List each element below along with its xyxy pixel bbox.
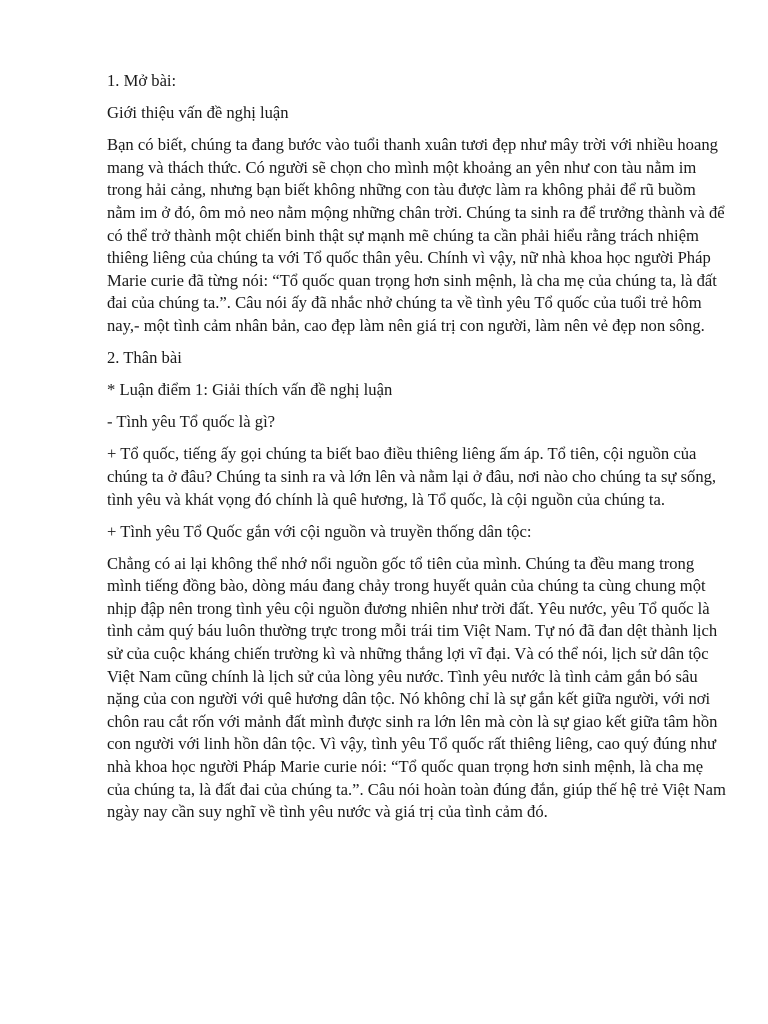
paragraph-fatherland-definition: + Tổ quốc, tiếng ấy gọi chúng ta biết bao điều thiêng liêng ấm áp. Tổ tiên, cội nguồn của chúng ta ở đâu? Chúng ta sinh ra và lớn lên và nằm lại ở đâu, nơi nào cho chúng ta sự sống, tình yêu và khát vọng đó chính là quê hương, là Tổ quốc, là cội nguồn của chúng ta. xyxy=(107,444,717,509)
subpoint-heading-roots: + Tình yêu Tổ Quốc gắn với cội nguồn và truyền thống dân tộc: xyxy=(107,521,532,541)
point-heading-1: * Luận điểm 1: Giải thích vấn đề nghị luận xyxy=(107,380,393,400)
section-heading-body: 2. Thân bài xyxy=(107,348,182,368)
paragraph-roots-body: Chẳng có ai lại không thể nhớ nổi nguồn gốc tổ tiên của mình. Chúng ta đều mang trong mình tiếng đồng bào, dòng máu đang chảy trong huyết quản của chúng ta cùng chung một nhịp đập nên trong tình yêu cội nguồn đương nhiên như trời đất. Yêu nước, yêu Tổ quốc là tình cảm quý báu luôn thường trực trong mỗi trái tim Việt Nam. Tự nó đã đan dệt thành lịch sử của cuộc kháng chiến trường kì và những thắng lợi vĩ đại. Và có thể nói, lịch sử dân tộc Việt Nam cũng chính là lịch sử của lòng yêu nước. Tình yêu nước là tình cảm gắn bó sâu nặng của con người với quê hương dân tộc. Nó không chỉ là sự gắn kết giữa người, với nơi chôn rau cắt rốn với mảnh đất mình được sinh ra lớn lên mà còn là sự giao kết giữa tâm hồn con người với linh hồn dân tộc. Vì vậy, tình yêu Tổ quốc rất thiêng liêng, cao quý đúng như nhà khoa học người Pháp Marie curie nói: “Tổ quốc quan trọng hơn sinh mệnh, là cha mẹ của chúng ta, là đất đai của chúng ta.”. Câu nói hoàn toàn đúng đắn, giúp thế hệ trẻ Việt Nam ngày nay cần suy nghĩ về tình yêu nước và giá trị của tình cảm đó. xyxy=(107,553,726,822)
question-line: - Tình yêu Tổ quốc là gì? xyxy=(107,412,276,432)
paragraph-intro-body: Bạn có biết, chúng ta đang bước vào tuổi thanh xuân tươi đẹp như mây trời với nhiều hoang mang và thách thức. Có người sẽ chọn cho mình một khoảng an yên như con tàu nằm im trong hải cảng, nhưng bạn biết không những con tàu được làm ra không phải để rũ buồm nằm im ở đó, ôm mỏ neo nằm mộng những chân trời. Chúng ta sinh ra để trưởng thành và để có thể trở thành một chiến binh thật sự mạnh mẽ chúng ta cần phải hiểu rằng trách nhiệm thiêng liêng của chúng ta với Tổ quốc thân yêu. Chính vì vậy, nữ nhà khoa học người Pháp Marie curie đã từng nói: “Tổ quốc quan trọng hơn sinh mệnh, là cha mẹ của chúng ta, là đất đai của chúng ta.”. Câu nói ấy đã nhắc nhở chúng ta về tình yêu Tổ quốc của tuổi trẻ hôm nay,- một tình cảm nhân bản, cao đẹp làm nên giá trị con người, làm nên vẻ đẹp non sông. xyxy=(107,135,725,335)
subheading-intro-topic: Giới thiệu vấn đề nghị luận xyxy=(107,103,289,123)
section-heading-intro: 1. Mở bài: xyxy=(107,71,177,90)
document-page xyxy=(107,70,727,833)
